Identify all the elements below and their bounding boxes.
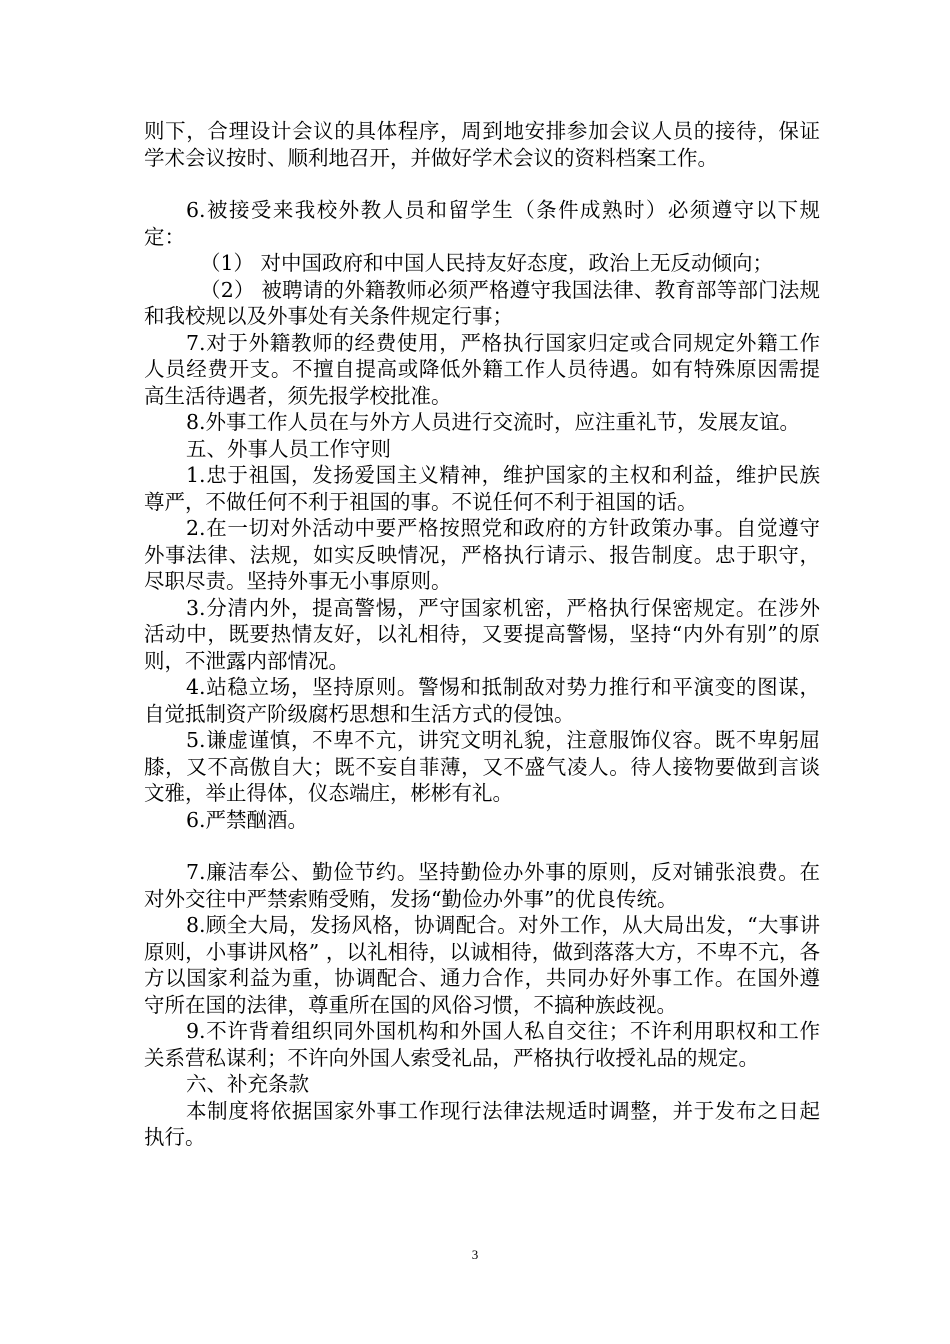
rule-9: 9.不许背着组织同外国机构和外国人私自交往；不许利用职权和工作关系营私谋利；不许向外国人索受礼品，严格执行收授礼品的规定。: [144, 1019, 820, 1070]
rule-8: 8.顾全大局，发扬风格，协调配合。对外工作，从大局出发，“大事讲原则，小事讲风格” ，以礼相待，以诚相待，做到落落大方，不卑不亢，各方以国家利益为重，协调配合、通力合作，共同办好外事工作。在国外遵守所在国的法律，尊重所在国的风俗习惯，不搞种族歧视。: [144, 913, 820, 1017]
section-heading-5: 五、外事人员工作守则: [186, 436, 391, 461]
paragraph-gap: [144, 833, 820, 859]
paragraph-gap: [144, 171, 820, 197]
paragraph-conference-continuation: 则下，合理设计会议的具体程序，周到地安排参加会议人员的接待，保证学术会议按时、顺利地召开，并做好学术会议的资料档案工作。: [144, 119, 820, 170]
paragraph-item-8-etiquette: 8.外事工作人员在与外方人员进行交流时，应注重礼节，发展友谊。: [186, 410, 801, 434]
section-heading-6: 六、补充条款: [186, 1072, 309, 1096]
rule-3: 3.分清内外，提高警惕，严守国家机密，严格执行保密规定。在涉外活动中，既要热情友好，以礼相待，又要提高警惕，坚持“内外有别”的原则，不泄露内部情况。: [144, 595, 820, 673]
paragraph-item-6-foreign-staff: 6.被接受来我校外教人员和留学生（条件成熟时）必须遵守以下规定：: [144, 198, 820, 249]
rule-7: 7.廉洁奉公、勤俭节约。坚持勤俭办外事的原则，反对铺张浪费。在对外交往中严禁索贿受贿，发扬“勤俭办外事”的优良传统。: [144, 860, 820, 911]
paragraph-subitem-2: （2） 被聘请的外籍教师必须严格遵守我国法律、教育部等部门法规和我校规以及外事处有关条件规定行事；: [144, 277, 820, 328]
paragraph-item-7-funding: 7.对于外籍教师的经费使用，严格执行国家归定或合同规定外籍工作人员经费开支。不擅自提高或降低外籍工作人员待遇。如有特殊原因需提高生活待遇者，须先报学校批准。: [144, 330, 820, 408]
rule-1: 1.忠于祖国，发扬爱国主义精神，维护国家的主权和利益，维护民族尊严，不做任何不利于祖国的事。不说任何不利于祖国的话。: [144, 463, 820, 514]
rule-2: 2.在一切对外活动中要严格按照党和政府的方针政策办事。自觉遵守外事法律、法规，如实反映情况，严格执行请示、报告制度。忠于职守，尽职尽责。坚持外事无小事原则。: [144, 516, 820, 593]
rule-6: 6.严禁酗酒。: [186, 807, 309, 832]
rule-4: 4.站稳立场，坚持原则。警惕和抵制敌对势力推行和平演变的图谋，自觉抵制资产阶级腐朽思想和生活方式的侵蚀。: [144, 675, 820, 726]
supplementary-clause: 本制度将依据国家外事工作现行法律法规适时调整，并于发布之日起执行。: [144, 1098, 820, 1149]
page-number: 3: [471, 1247, 479, 1262]
document-body: [144, 118, 820, 1151]
rule-5: 5.谦虚谨慎，不卑不亢，讲究文明礼貌，注意服饰仪容。既不卑躬屈膝，又不高傲自大；既不妄自菲薄，又不盛气凌人。待人接物要做到言谈文雅，举止得体，仪态端庄，彬彬有礼。: [144, 728, 820, 805]
paragraph-subitem-1: （1） 对中国政府和中国人民持友好态度，政治上无反动倾向；: [200, 251, 774, 275]
